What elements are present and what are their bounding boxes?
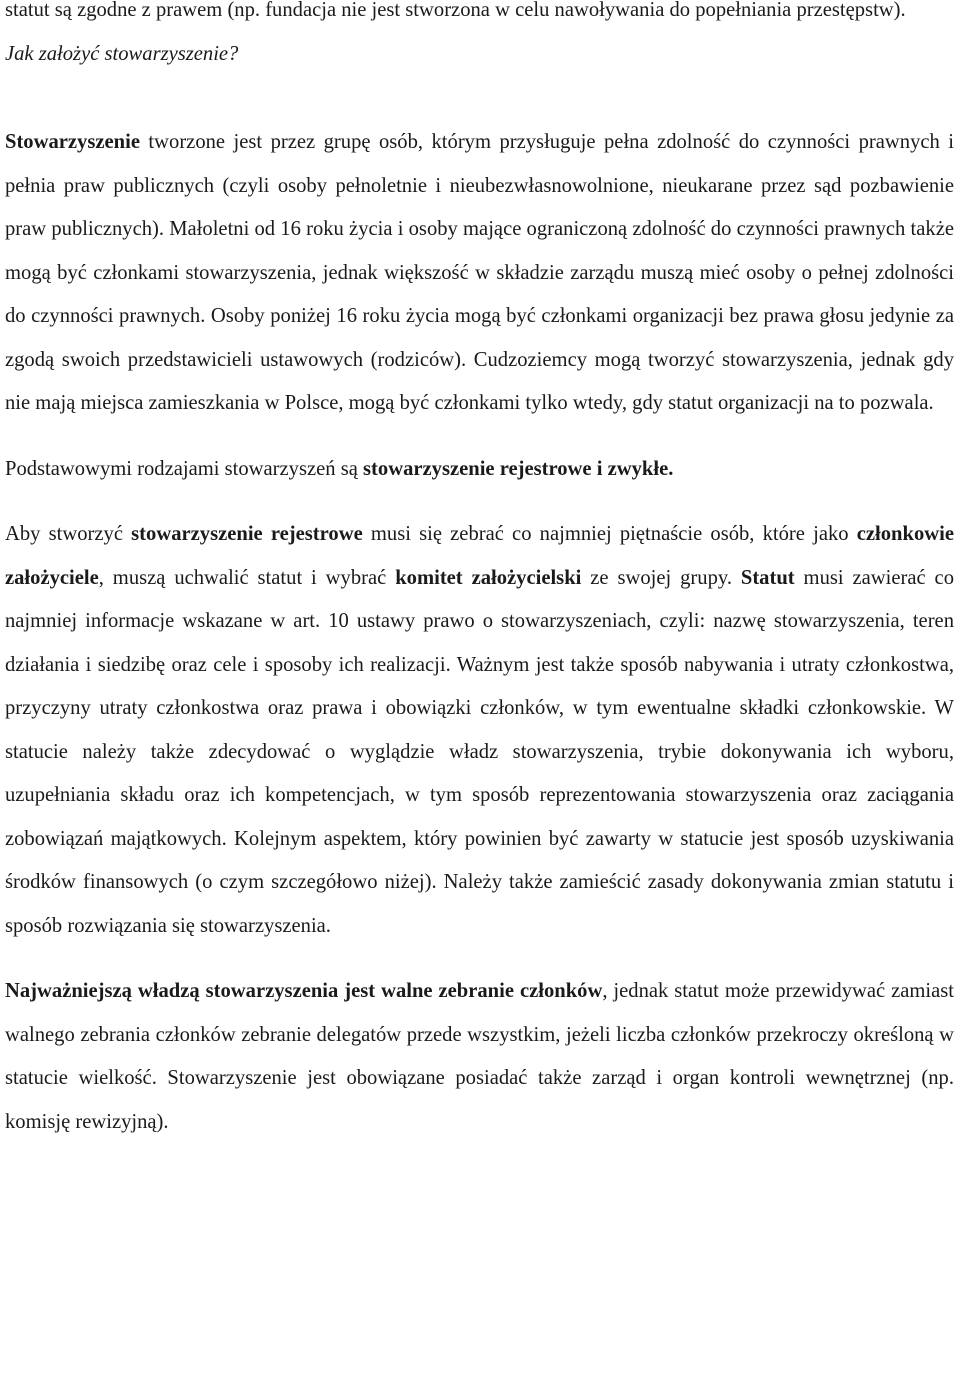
paragraph-association-types	[5, 448, 954, 492]
paragraph-registered-association	[5, 513, 954, 948]
bold-run: Stowarzyszenie	[5, 131, 140, 153]
text-run: tworzone jest przez grupę osób, którym przysługuje pełna zdolność do czynności prawnych i pełnia praw publicznych (czyli osoby pełnoletnie i nieubezwłasnowolnione, nieukarane przez sąd pozbawienie praw publicznych). Małoletni od 16 roku życia i osoby mające ograniczoną zdolność do czynności prawnych także mogą być członkami stowarzyszenia, jednak większość w składzie zarządu muszą mieć osoby o pełnej zdolności do czynności prawnych. Osoby poniżej 16 roku życia mogą być członkami organizacji bez prawa głosu jedynie za zgodą swoich przedstawicieli ustawowych (rodziców). Cudzoziemcy mogą tworzyć stowarzyszenia, jednak gdy nie mają miejsca zamieszkania w Polsce, mogą być członkami tylko wtedy, gdy statut organizacji na to pozwala.	[5, 131, 954, 414]
text-run: Aby stworzyć	[5, 523, 132, 545]
paragraph-statute-continuation	[5, 0, 954, 33]
text-run: Podstawowymi rodzajami stowarzyszeń są	[5, 457, 364, 480]
bold-run: członkowie założyciele	[5, 523, 954, 589]
text-run: musi się zebrać co najmniej piętnaście osób, które jako	[362, 523, 857, 545]
text-run: , jednak statut może przewidywać zamiast walnego zebrania członków zebranie delegatów przede wszystkim, jeżeli liczba członków przekroczy określoną w statucie wielkość. Stowarzyszenie jest obowiązane posiadać także zarząd i organ kontroli wewnętrznej (np. komisję rewizyjną).	[5, 980, 954, 1133]
text-run: musi zawierać co najmniej informacje wskazane w art. 10 ustawy prawo o stowarzyszeniach, czyli: nazwę stowarzyszenia, teren działania i siedzibę oraz cele i sposoby ich realizacji. Ważnym jest także sposób nabywania i utraty członkostwa, przyczyny utraty członkostwa oraz prawa i obowiązki członków, w tym ewentualne składki członkowskie. W statucie należy także zdecydować o wyglądzie władz stowarzyszenia, trybie dokonywania ich wyboru, uzupełniania składu oraz ich kompetencjach, w tym sposób reprezentowania stowarzyszenia oraz zaciągania zobowiązań majątkowych. Kolejnym aspektem, który powinien być zawarty w statucie jest sposób uzyskiwania środków finansowych (o czym szczegółowo niżej). Należy także zamieścić zasady dokonywania zmian statutu i sposób rozwiązania się stowarzyszenia.	[5, 566, 954, 937]
paragraph-general-assembly	[5, 970, 954, 1144]
text-run: statut są zgodne z prawem (np. fundacja nie jest stworzona w celu nawoływania do popełniania przestępstw).	[5, 0, 906, 21]
text-run: ze swojej grupy.	[581, 566, 741, 589]
section-heading: Jak założyć stowarzyszenie?	[5, 42, 239, 65]
bold-run: stowarzyszenie rejestrowe i zwykłe.	[363, 457, 674, 480]
bold-run: Statut	[740, 566, 795, 589]
bold-run: komitet założycielski	[395, 566, 582, 589]
text-run: , muszą uchwalić statut i wybrać	[98, 566, 396, 589]
paragraph-who-can-found	[5, 121, 954, 426]
bold-run: stowarzyszenie rejestrowe	[131, 523, 363, 545]
bold-run: Najważniejszą władzą stowarzyszenia jest walne zebranie członków	[5, 980, 603, 1002]
